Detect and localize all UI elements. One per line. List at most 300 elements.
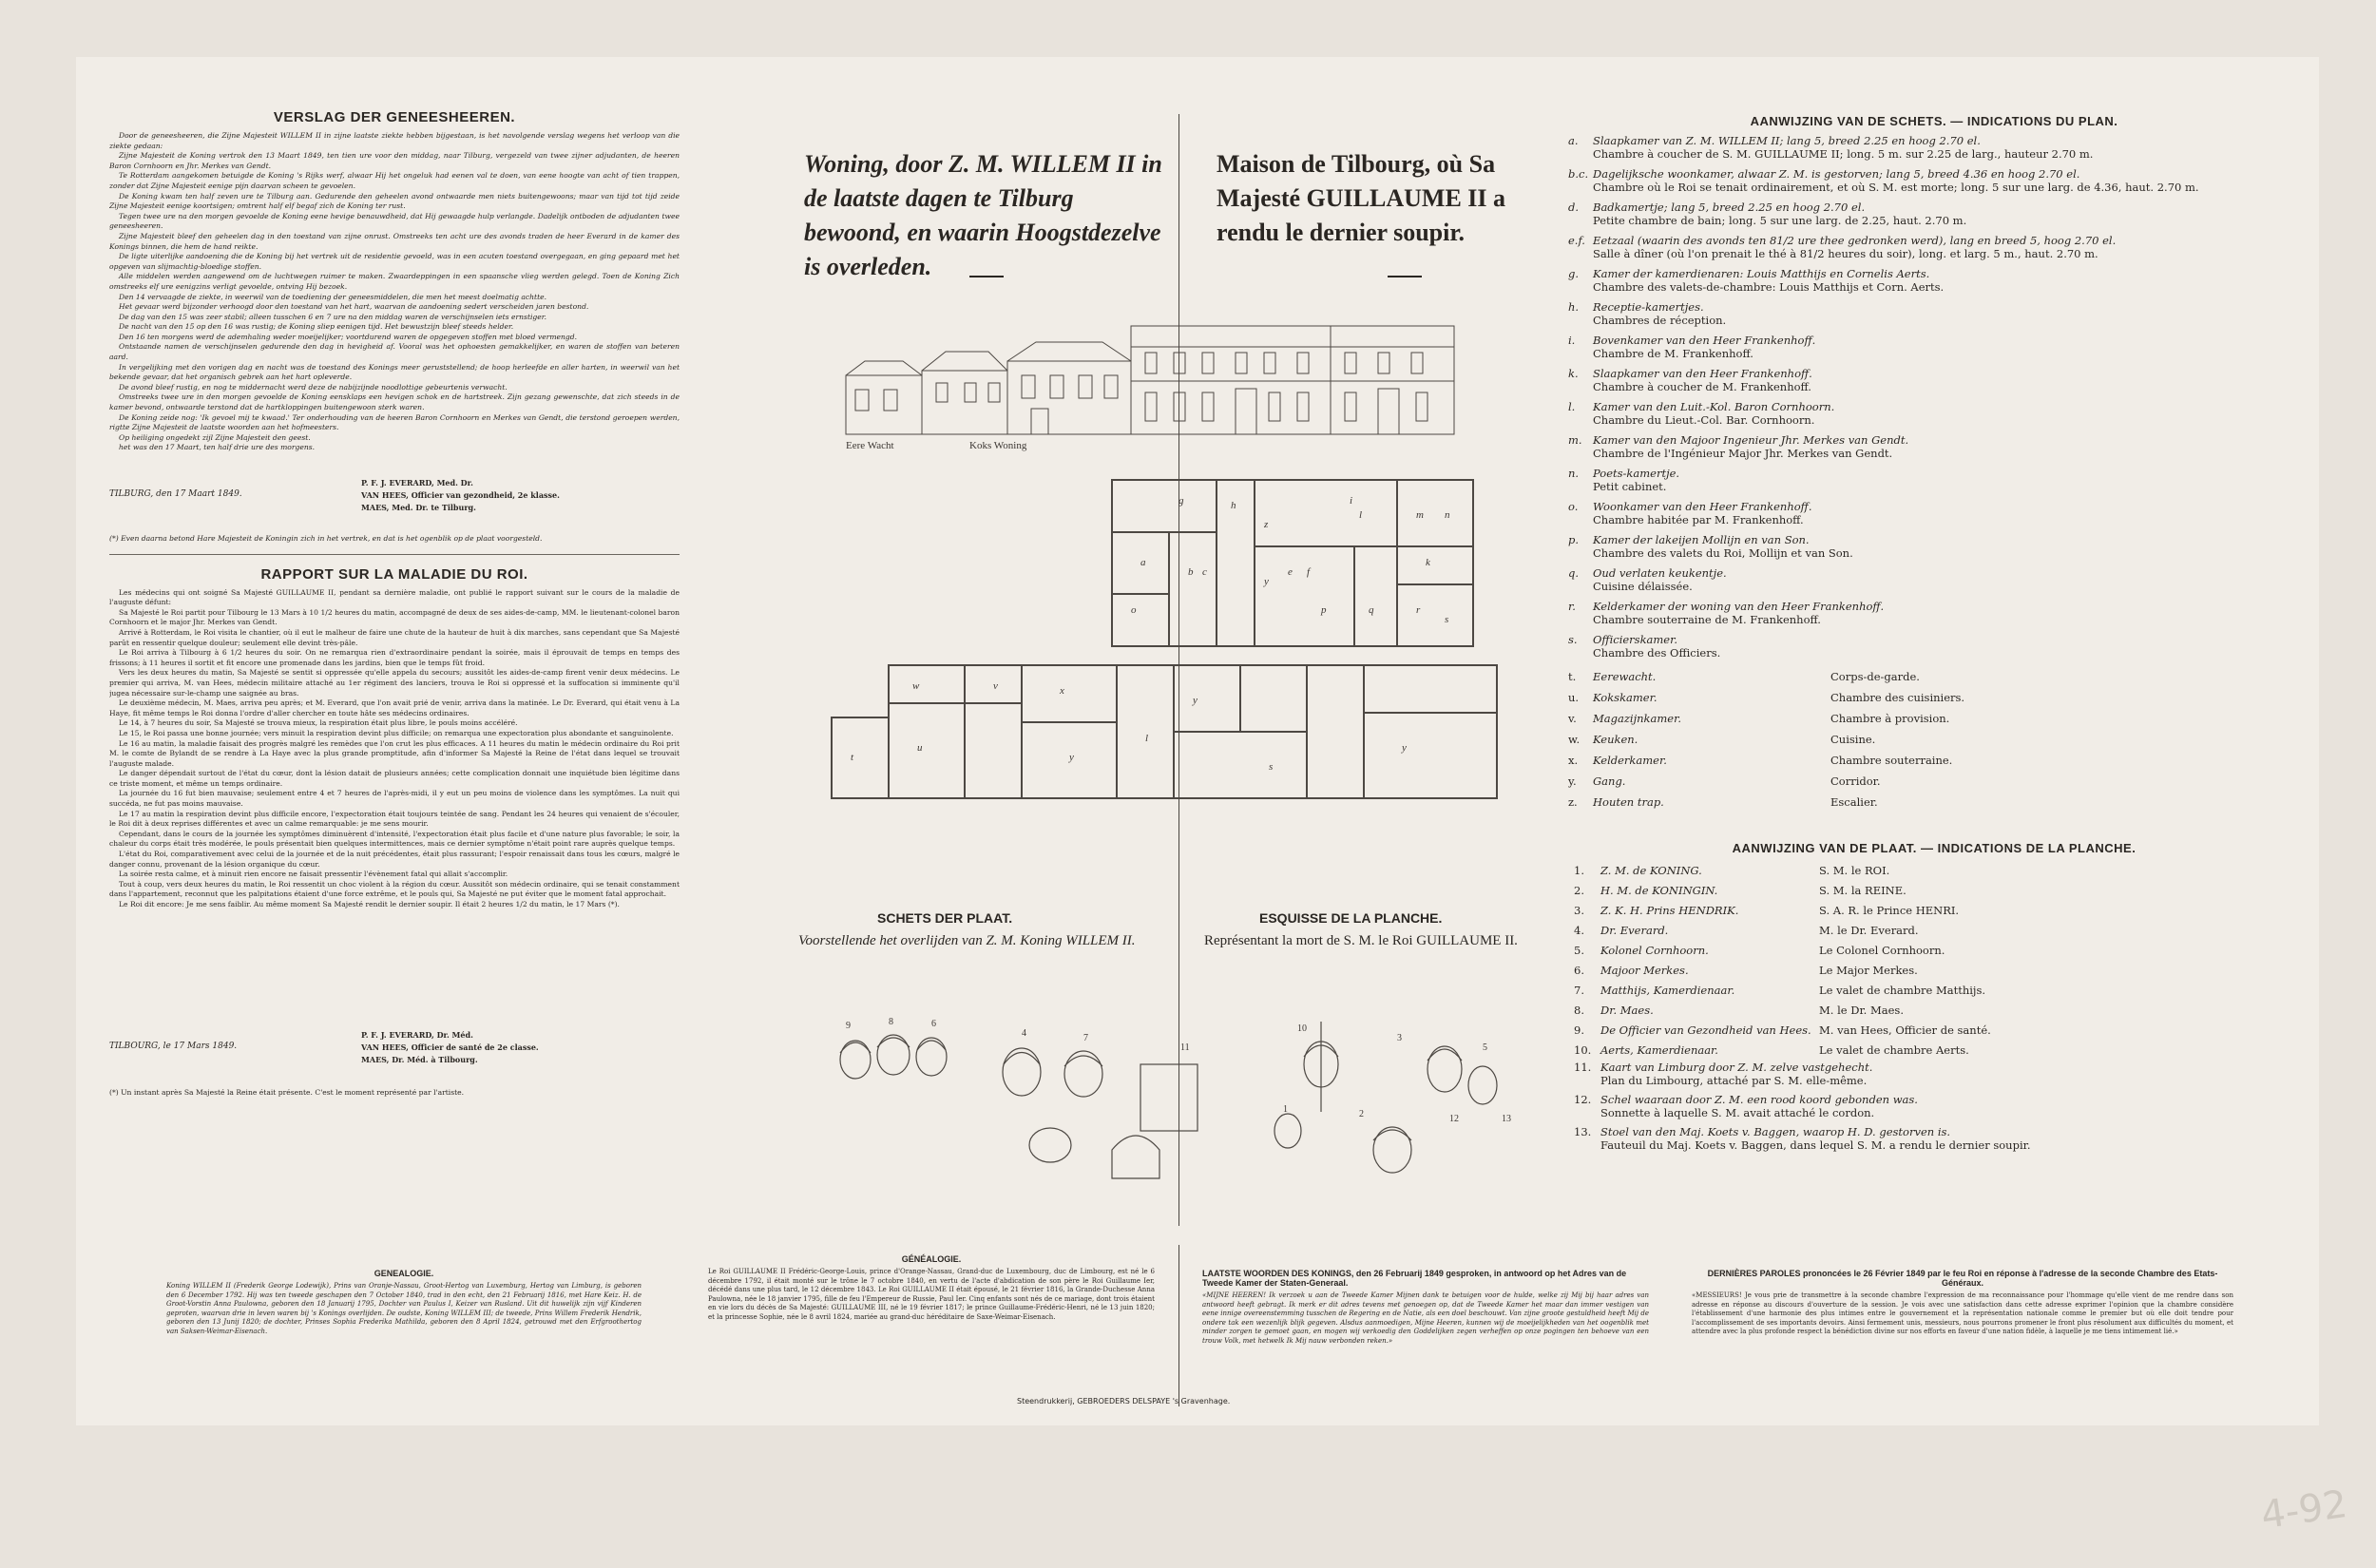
figure-number: 12: [1449, 1114, 1459, 1124]
report-paragraph: Tout à coup, vers deux heures du matin, le Roi ressentit un choc violent à la région du cœur. Aussitôt son médecin ordinaire, qui se tenait constamment dans l'appartement, reconnut que les palpitations étaient d'une force extrême, et le pouls qui, Sa Majesté ne put éviter que le moment fatal approchait.: [109, 879, 680, 899]
plate-nl: Matthijs, Kamerdienaar.: [1600, 984, 1735, 997]
report-paragraph: Zijne Majesteit bleef den geheelen dag in den toestand van zijne onrust. Omstreeks ten acht ure des avonds traden de heer Everard in de kamer des Konings binnen, die hem de hand reikte.: [109, 231, 680, 251]
report-paragraph: Ontstaande namen de verschijnselen gedurende den dag in hevigheid af. Vooral was het ophoesten gemakkelijker, en waren de stoffen van beteren aard.: [109, 342, 680, 362]
room-letter: w: [912, 680, 920, 692]
plate-fr: Fauteuil du Maj. Koets v. Baggen, dans lequel S. M. a rendu le dernier soupir.: [1600, 1138, 2031, 1152]
legend-nl: Receptie-kamertjes.: [1593, 300, 1704, 314]
room-letter: y: [1193, 695, 1198, 706]
figure-number: 8: [889, 1017, 893, 1027]
plate-fr-subtitle: Représentant la mort de S. M. le Roi GUILLAUME II.: [1204, 933, 1518, 948]
plate-legend-item: [1574, 861, 2300, 881]
room-letter: z: [1264, 519, 1269, 530]
plate-nl: Kaart van Limburg door Z. M. zelve vastgehecht.: [1600, 1061, 1873, 1074]
report-paragraph: Op heiliging ongedekt zijl Zijne Majesteit den geest.: [119, 432, 311, 442]
room-letter: f: [1307, 566, 1311, 578]
report-paragraph: het was den 17 Maart, ten half drie ure des morgens.: [119, 443, 316, 452]
legend-fr: Chambres de réception.: [1593, 314, 1727, 327]
report-paragraph: In vergelijking met den vorigen dag en nacht was de toestand des Konings meer geruststellend; de hoop herleefde en aller harten, in weerwil van het bekende gevaar, dat het organisch gebrek aan het hart opleverde.: [109, 362, 680, 382]
plate-key: 8.: [1574, 1004, 1584, 1017]
plate-legend-long-list: [1568, 1061, 2300, 1152]
report-nl-signature: [109, 477, 680, 534]
legend-nl: Officierskamer.: [1593, 633, 1678, 646]
legend-text: [1593, 467, 2300, 493]
report-paragraph: Le danger dépendait surtout de l'état du cœur, dont la lésion datait de plusieurs années; cette complication donnait une inquiétude bien légitime dans ce triste moment, et même un temps ordinaire.: [109, 769, 680, 788]
pair-key: x.: [1568, 754, 1579, 767]
pair-fr: Cuisine.: [1830, 733, 1876, 746]
legend-nl: Poets-kamertje.: [1593, 467, 1680, 480]
legend-text: [1593, 267, 2300, 294]
plate-legend-item: [1574, 901, 2300, 921]
footer-geneal-fr: [708, 1254, 1155, 1401]
geneal-nl-text: Koning WILLEM II (Frederik George Lodewijk), Prins van Oranje-Nassau, Groot-Hertog van Luxemburg, Hertog van Limburg, is geboren den 6 December 1792. Hij was ten tweede geschapen den 7 October 1840, trad in den echt, den 21 Februarij 1816, met Hare Keiz. H. de Groot-Vorstin Anna Paulowna, geboren den 18 Januarij 1795, Dochter van Paulus I, Keizer van Rusland. Uit dit huwelijk zijn vijf Kinderen geproten, waarvan drie in leven waren bij 's Konings overlijden. De oudste, Koning WILLEM III; de tweede, Prins Willem Frederik Hendrik, geboren den 13 Junij 1820; de dochter, Prinses Sophia Frederika Mathilda, geboren den 8 April 1824, getrouwd met den Erfgroothertog van Saksen-Weimar-Eisenach.: [166, 1282, 642, 1335]
report-paragraph: Tegen twee ure na den morgen gevoelde de Koning eene hevige benauwdheid, dat Hij gewaagde hulp verlangde. Dadelijk ontboden de adjudanten twee geneesheeren.: [109, 211, 680, 231]
room-letter: s: [1269, 761, 1274, 773]
legend-key: o.: [1568, 500, 1579, 513]
report-paragraph: Le 17 au matin la respiration devint plus difficile encore, l'expectoration était toujours teintée de sang. Pendant les 24 heures qui venaient de s'écouler, le Roi dit à deux reprises différentes et avec un calme remarquable: je me sens mourir.: [109, 809, 680, 829]
plate-key: 11.: [1574, 1061, 1592, 1074]
words-fr-text: «MESSIEURS! Je vous prie de transmettre à la seconde chambre l'expression de ma reconnaissance pour l'hommage qu'elle vient de me rendre dans son adresse en réponse au discours d'ouverture de la session. Je vois avec une satisfaction dans cette adresse exprimer l'opinion que la chambre considère l'établissement d'une harmonie des plus intimes entre le gouvernement et la représentation nationale comme le premier but où elle doit tendre pour l'accomplissement de ses importants devoirs. Ainsi fermement unis, messieurs, nous pourrons promener le front plus résolument aux difficultés du moment, et attendre avec la plus profonde respect la bénédiction divine sur nos efforts en faveur d'une nation fidèle, à laquelle je me tiens intimement lié.»: [1692, 1291, 2233, 1336]
legend-nl: Slaapkamer van Z. M. WILLEM II; lang 5, breed 2.25 en hoog 2.70 el.: [1593, 134, 1981, 147]
floor-plan-lower: [832, 665, 1497, 798]
legend-text: [1593, 134, 2300, 161]
legend-fr: Chambre du Lieut.-Col. Bar. Cornhoorn.: [1593, 413, 1815, 427]
figure-number: 10: [1297, 1023, 1307, 1034]
legend-key: d.: [1568, 201, 1580, 214]
footer-words-fr: [1692, 1269, 2233, 1405]
floor-plan-upper: [1112, 480, 1473, 646]
report-fr-heading: RAPPORT SUR LA MALADIE DU ROI.: [260, 565, 528, 583]
pair-fr: Corridor.: [1830, 774, 1881, 788]
plate-key: 12.: [1574, 1093, 1592, 1106]
report-paragraph: Sa Majesté le Roi partit pour Tilbourg le 13 Mars à 10 1/2 heures du matin, accompagné de deux de ses aides-de-camp, MM. le lieutenant-colonel baron Cornhoorn et le major Jhr. Merkes van Gendt.: [109, 607, 680, 627]
report-paragraph: Le Roi arriva à Tilbourg à 6 1/2 heures du soir. On ne remarqua rien d'extraordinaire pendant la soirée, mais il éprouvait de temps en temps des frissons; à 11 heures il sortit et fit encore une promenade dans les jardins, bien que le temps fût froid.: [109, 648, 680, 667]
report-nl-signers: [361, 477, 560, 514]
legend-nl: Oud verlaten keukentje.: [1593, 566, 1727, 580]
plate-key: 6.: [1574, 964, 1584, 977]
room-letter: y: [1069, 752, 1074, 763]
legend-fr: Chambre des valets du Roi, Mollijn et van Son.: [1593, 546, 1853, 560]
legend-key: m.: [1568, 433, 1582, 447]
legend-text: [1593, 300, 2300, 327]
report-paragraph: La soirée resta calme, et à minuit rien encore ne faisait pressentir l'évènement fatal qui allait s'accomplir.: [119, 870, 508, 879]
legend-item: [1568, 467, 2300, 493]
report-nl-footnote: (*) Even daarna betond Hare Majesteit de Koningin zich in het vertrek, en dat is het ogenblik op de plaat voorgesteld.: [109, 534, 543, 543]
plate-nl: Stoel van den Maj. Koets v. Baggen, waarop H. D. gestorven is.: [1600, 1125, 1951, 1138]
plate-legend-item: [1574, 1041, 2300, 1061]
report-paragraph: Vers les deux heures du matin, Sa Majesté se sentit si oppressée qu'elle appela du secours; aussitôt les aides-de-camp firent venir deux médecins. Le premier qui arriva, M. van Hees, médecin militaire attaché au 1er régiment des lanciers, trouva le Roi si oppressé et la suffocation si imminente qu'il jugea nécessaire sur-le-champ une saignée au bras.: [109, 668, 680, 698]
plate-key: 4.: [1574, 924, 1584, 937]
report-nl-place-date: TILBURG, den 17 Maart 1849.: [109, 489, 242, 499]
legend-nl: Kamer der lakeijen Mollijn en van Son.: [1593, 533, 1810, 546]
figure-number: 2: [1359, 1109, 1364, 1119]
room-letter: b: [1188, 566, 1194, 578]
legend-pair: [1568, 750, 2300, 771]
legend-key: e.f.: [1568, 234, 1585, 247]
right-column: [1568, 114, 2300, 1157]
report-paragraph: Les médecins qui ont soigné Sa Majesté GUILLAUME II, pendant sa dernière maladie, ont publié le rapport suivant sur le cours de la maladie de l'auguste défunt:: [109, 587, 680, 607]
report-paragraph: Omstreeks twee ure in den morgen gevoelde de Koning eensklaps een hevigen schok en de hartstreek. Zijn gezang gewenschte, dat zich steeds in de kamer bevond, ontwaarde terstond dat de hartkloppingen buitengewoon sterk waren.: [109, 392, 680, 412]
plate-fr: S. M. le ROI.: [1819, 864, 1890, 877]
legend-item: [1568, 334, 2300, 360]
plate-legend-item-long: [1574, 1093, 2300, 1119]
pair-key: w.: [1568, 733, 1581, 746]
plate-nl: Schel waaraan door Z. M. een rood koord gebonden was.: [1600, 1093, 1918, 1106]
pair-nl: Keuken.: [1593, 733, 1638, 746]
room-letter: s: [1445, 614, 1449, 625]
plate-nl: Dr. Everard.: [1600, 924, 1669, 937]
report-paragraph: De Koning kwam ten half zeven ure te Tilburg aan. Gedurende den geheelen avond ontwaarde men niets buitengewoons; maar van tijd tot tijd zeide Zijne Majesteit eenige koortsigen; omtrent half elf begaf zich de Koning ter rust.: [109, 191, 680, 211]
pair-key: t.: [1568, 670, 1577, 683]
words-nl-text: «MIJNE HEEREN! Ik verzoek u aan de Tweede Kamer Mijnen dank te betuigen voor de hulde, welke zij Mij bij haar adres van antwoord heeft gebragt. Ik merk er dit adres tevens met genoegen op, dat de Tweede Kamer het maar dan immer vestigen van eene innige overeenstemming tusschen de Regering en de Natie, als een doel beschouwt. Van zijne groote gestuldheid heeft Mij de ondere tak een wezenlijk blijk gegeven. Alsdus aanmoedigen, Mijne Heeren, kunnen wij de moeijelijkheden van het oogenblik met minder zorgen te gemoet gaan, en mogen wij verkoedig den Goddelijken zegen verheffen op onze pogingen ten behoeve van een trouw Volk, met hetwelk Ik Mij nauw verbonden reken.»: [1202, 1291, 1649, 1345]
report-paragraph: Zijne Majesteit de Koning vertrok den 13 Maart 1849, ten tien ure voor den middag, naar Tilburg, vergezeld van twee zijner adjudanten, de heeren Baron Cornhoorn en Jhr. Merkes van Gendt.: [109, 151, 680, 170]
legend-key: i.: [1568, 334, 1576, 347]
legend-nl: Dagelijksche woonkamer, alwaar Z. M. is gestorven; lang 5, breed 4.36 en hoog 2.70 el.: [1593, 167, 2080, 181]
words-nl-heading: LAATSTE WOORDEN DES KONINGS, den 26 Februarij 1849 gesproken, in antwoord op het Adres van de Tweede Kamer der Staten-Generaal.: [1202, 1269, 1627, 1288]
plate-legend-heading: AANWIJZING VAN DE PLAAT. — INDICATIONS DE LA PLANCHE.: [1732, 841, 2136, 855]
plate-legend-item: [1574, 941, 2300, 961]
legend-key: l.: [1568, 400, 1576, 413]
plan-legend-list: [1568, 134, 2300, 660]
report-fr-signers: [361, 1029, 539, 1066]
facade-label-guard: Eere Wacht: [846, 440, 894, 451]
plate-nl-subtitle: Voorstellende het overlijden van Z. M. Koning WILLEM II.: [798, 933, 1136, 948]
room-letter: h: [1231, 500, 1236, 511]
legend-item: [1568, 167, 2300, 194]
report-fr-body: [109, 588, 680, 1023]
legend-nl: Eetzaal (waarin des avonds ten 81/2 ure thee gedronken werd), lang en breed 5, hoog 2.70 el.: [1593, 234, 2117, 247]
legend-pair: [1568, 687, 2300, 708]
pair-key: y.: [1568, 774, 1577, 788]
footer-geneal-nl: [166, 1269, 642, 1391]
plate-fr: Sonnette à laquelle S. M. avait attaché le cordon.: [1600, 1106, 1875, 1119]
legend-nl: Woonkamer van den Heer Frankenhoff.: [1593, 500, 1812, 513]
plate-legend-item-long: [1574, 1061, 2300, 1087]
plate-key: 7.: [1574, 984, 1584, 997]
room-letter: n: [1445, 509, 1450, 521]
geneal-nl-heading: GENEALOGIE.: [374, 1269, 434, 1278]
room-letter: g: [1178, 495, 1184, 507]
legend-nl: Kamer van den Luit.-Kol. Baron Cornhoorn.: [1593, 400, 1835, 413]
report-paragraph: Le 15, le Roi passa une bonne journée; vers minuit la respiration devint plus difficile; on remarqua une expectoration plus abondante et sanguinolente.: [119, 728, 674, 737]
plate-legend-item: [1574, 981, 2300, 1001]
room-letter: y: [1402, 742, 1407, 754]
legend-item: [1568, 234, 2300, 260]
legend-fr: Cuisine délaissée.: [1593, 580, 1693, 593]
signature-line: VAN HEES, Officier van gezondheid, 2e klasse.: [361, 490, 560, 500]
geneal-fr-text: Le Roi GUILLAUME II Frédéric-George-Louis, prince d'Orange-Nassau, Grand-duc de Luxembourg, duc de Limbourg, est né le 6 décembre 1792, il était monté sur le trône le 7 octobre 1840, en vertu de l'acte d'abdication de son père le Roi Guillaume Ier, décédé dans une plus tard, le 12 décembre 1843. Le Roi GUILLAUME II était épousé, le 21 février 1816, la Grande-Duchesse Anna Paulowna, née le 18 janvier 1795, fille de feu l'Empereur de Russie, Paul Ier. Cinq enfants sont nés de ce mariage, dont trois étaient en vie lors du décès de Sa Majesté: GUILLAUME III, né le 19 février 1817; le prince Guillaume-Frédéric-Henri, né le 13 juin 1820; et la princesse Sophie, née le 8 avril 1824, mariée au grand-duc héréditaire de Saxe-Weimar-Eisenach.: [708, 1268, 1155, 1321]
legend-fr: Chambre des Officiers.: [1593, 646, 1721, 660]
footer-words-nl: [1202, 1269, 1649, 1396]
figure-number: 3: [1397, 1033, 1402, 1043]
plate-fr: M. le Dr. Everard.: [1819, 924, 1919, 937]
plate-text: [1600, 1125, 2300, 1152]
legend-key: s.: [1568, 633, 1578, 646]
room-letter: m: [1416, 509, 1424, 521]
center-column: [722, 95, 1635, 1216]
room-letter: k: [1426, 557, 1430, 568]
legend-key: g.: [1568, 267, 1580, 280]
figure-number: 1: [1283, 1104, 1288, 1115]
room-letter: t: [851, 752, 854, 763]
plate-nl: H. M. de KONINGIN.: [1600, 884, 1718, 897]
legend-fr: Chambre à coucher de S. M. GUILLAUME II; long. 5 m. sur 2.25 de larg., hauteur 2.70 m.: [1593, 147, 2094, 161]
plate-nl: De Officier van Gezondheid van Hees.: [1600, 1023, 1811, 1037]
room-letter: p: [1321, 604, 1327, 616]
plate-fr: S. M. la REINE.: [1819, 884, 1907, 897]
legend-text: [1593, 533, 2300, 560]
title-rule-right: [1388, 276, 1422, 277]
report-nl-body: [109, 131, 680, 473]
printer-credit: Steendrukkerij, GEBROEDERS DELSPAYE 's Gravenhage.: [1017, 1397, 1231, 1405]
report-paragraph: Arrivé à Rotterdam, le Roi visita le chantier, où il eut le malheur de faire une chute de la hauteur de huit à dix marches, sans cependant que Sa Majesté parût en ressentir quelque douleur; seulement elle devint très-pâle.: [109, 627, 680, 647]
legend-heading: AANWIJZING VAN DE SCHETS. — INDICATIONS DU PLAN.: [1750, 114, 2118, 128]
legend-item: [1568, 267, 2300, 294]
report-paragraph: Den 14 vervaagde de ziekte, in weerwil van de toediening der geneesmiddelen, die men het meest doelmatig achtte.: [119, 292, 547, 301]
legend-pair: [1568, 792, 2300, 813]
legend-item: [1568, 533, 2300, 560]
legend-item: [1568, 566, 2300, 593]
report-fr-footnote: (*) Un instant après Sa Majesté la Reine était présente. C'est le moment représenté par l'artiste.: [109, 1087, 465, 1097]
plate-nl: Aerts, Kamerdienaar.: [1600, 1043, 1718, 1057]
legend-text: [1593, 201, 2300, 227]
report-paragraph: Le Roi dit encore: Je me sens faiblir. Au même moment Sa Majesté rendit le dernier soupir. Il était 2 heures 1/2 du matin, le 17 Mars (*).: [119, 900, 620, 908]
legend-text: [1593, 367, 2300, 393]
plate-key: 2.: [1574, 884, 1584, 897]
figure-number: 6: [931, 1019, 936, 1029]
legend-key: b.c.: [1568, 167, 1589, 181]
report-paragraph: Door de geneesheeren, die Zijne Majesteit WILLEM II in zijne laatste ziekte hebben bijgestaan, is het navolgende verslag wegens het verloop van die ziekte gedaan:: [109, 131, 680, 150]
legend-text: [1593, 633, 2300, 660]
legend-fr: Chambre où le Roi se tenait ordinairement, et où S. M. est morte; long. 5 sur une larg. de 4.36, haut. 2.70 m.: [1593, 181, 2199, 194]
legend-nl: Badkamertje; lang 5, breed 2.25 en hoog 2.70 el.: [1593, 201, 1866, 214]
legend-pair: [1568, 729, 2300, 750]
plate-fr: S. A. R. le Prince HENRI.: [1819, 904, 1960, 917]
legend-key: h.: [1568, 300, 1580, 314]
legend-text: [1593, 234, 2300, 260]
report-paragraph: Het gevaar werd bijzonder verhoogd door den toestand van het hart, waarvan de aandoening sedert verscheiden jaren bestond.: [119, 302, 589, 312]
legend-item: [1568, 300, 2300, 327]
legend-fr: Chambre de l'Ingénieur Major Jhr. Merkes van Gendt.: [1593, 447, 1893, 460]
plate-legend-list: [1568, 861, 2300, 1061]
figure-number: 7: [1083, 1033, 1088, 1043]
legend-nl: Bovenkamer van den Heer Frankenhoff.: [1593, 334, 1816, 347]
legend-key: q.: [1568, 566, 1580, 580]
signature-line: P. F. J. EVERARD, Med. Dr.: [361, 478, 473, 488]
plate-fr: Plan du Limbourg, attaché par S. M. elle-même.: [1600, 1074, 1868, 1087]
signature-line: MAES, Med. Dr. te Tilburg.: [361, 503, 476, 512]
plate-fr-heading: ESQUISSE DE LA PLANCHE.: [1259, 910, 1443, 926]
words-fr-heading: DERNIÈRES PAROLES prononcées le 26 Février 1849 par le feu Roi en réponse à l'adresse de la seconde Chambre des Etats-Généraux.: [1707, 1269, 2218, 1288]
room-letter: c: [1202, 566, 1207, 578]
plate-nl: Z. K. H. Prins HENDRIK.: [1600, 904, 1739, 917]
legend-text: [1593, 600, 2300, 626]
plate-nl-heading: SCHETS DER PLAAT.: [877, 910, 1013, 926]
legend-pair: [1568, 666, 2300, 687]
title-nl: Woning, door Z. M. WILLEM II in de laatste dagen te Tilburg bewoond, en waarin Hoogstdezelve is overleden.: [804, 150, 1162, 280]
plate-key: 5.: [1574, 944, 1584, 957]
legend-fr: Petit cabinet.: [1593, 480, 1667, 493]
report-paragraph: La journée du 16 fut bien mauvaise; seulement entre 4 et 7 heures de l'après-midi, il y eut un peu moins de violence dans les symptômes. La nuit qui succéda, ne fut pas moins mauvaise.: [109, 789, 680, 809]
legend-fr: Salle à dîner (où l'on prenait le thé à 81/2 heures du soir), long. et larg. 5 m., haut. 2.70 m.: [1593, 247, 2098, 260]
figure-number: 4: [1022, 1028, 1026, 1039]
report-paragraph: Den 16 ten morgens werd de ademhaling weder moeijelijker; voortdurend waren de opgegeven stoffen met bloed vermengd.: [119, 332, 578, 341]
pair-nl: Gang.: [1593, 774, 1626, 788]
collection-mark: 4-92: [2258, 1482, 2350, 1539]
legend-nl: Kamer van den Majoor Ingenieur Jhr. Merkes van Gendt.: [1593, 433, 1909, 447]
legend-item: [1568, 400, 2300, 427]
plate-legend-item: [1574, 921, 2300, 941]
signature-line: MAES, Dr. Méd. à Tilbourg.: [361, 1054, 478, 1064]
plate-key: 13.: [1574, 1125, 1592, 1138]
room-letter: l: [1145, 733, 1149, 744]
legend-text: [1593, 400, 2300, 427]
plate-legend-item-long: [1574, 1125, 2300, 1152]
legend-text: [1593, 500, 2300, 526]
pair-nl: Kelderkamer.: [1593, 754, 1667, 767]
pair-fr: Chambre des cuisiniers.: [1830, 691, 1965, 704]
legend-key: r.: [1568, 600, 1576, 613]
legend-fr: Chambre habitée par M. Frankenhoff.: [1593, 513, 1804, 526]
legend-text: [1593, 334, 2300, 360]
legend-item: [1568, 500, 2300, 526]
legend-fr: Chambre à coucher de M. Frankenhoff.: [1593, 380, 1811, 393]
legend-fr: Petite chambre de bain; long. 5 sur une larg. de 2.25, haut. 2.70 m.: [1593, 214, 1967, 227]
pair-nl: Houten trap.: [1593, 795, 1664, 809]
plate-key: 1.: [1574, 864, 1584, 877]
plate-fr: Le valet de chambre Matthijs.: [1819, 984, 1986, 997]
pair-fr: Escalier.: [1830, 795, 1878, 809]
legend-text: [1593, 433, 2300, 460]
plate-fr: M. le Dr. Maes.: [1819, 1004, 1904, 1017]
legend-nl: Kelderkamer der woning van den Heer Frankenhoff.: [1593, 600, 1885, 613]
plate-legend-item: [1574, 961, 2300, 981]
report-paragraph: Le 14, à 7 heures du soir, Sa Majesté se trouva mieux, la respiration était plus libre, le pouls moins accéléré.: [119, 718, 518, 728]
legend-item: [1568, 433, 2300, 460]
plate-nl: Majoor Merkes.: [1600, 964, 1689, 977]
figure-number: 13: [1502, 1114, 1511, 1124]
report-paragraph: De avond bleef rustig, en nog te middernacht werd deze de nabijzijnde noodlottige gebeurtenis verwacht.: [119, 382, 508, 392]
geneal-fr-heading: GÉNÉALOGIE.: [901, 1254, 962, 1264]
pair-key: z.: [1568, 795, 1578, 809]
room-letter: a: [1140, 557, 1146, 568]
plate-fr: Le Major Merkes.: [1819, 964, 1918, 977]
legend-fr: Chambre de M. Frankenhoff.: [1593, 347, 1753, 360]
title-rule-left: [969, 276, 1004, 277]
plate-legend-item: [1574, 881, 2300, 901]
legend-key: n.: [1568, 467, 1580, 480]
plate-key: 10.: [1574, 1043, 1592, 1057]
legend-text: [1593, 167, 2300, 194]
report-nl-heading: VERSLAG DER GENEESHEEREN.: [273, 109, 516, 125]
legend-key: p.: [1568, 533, 1580, 546]
pair-nl: Kokskamer.: [1593, 691, 1657, 704]
report-paragraph: De Koning zeide nog: 'Ik gevoel mij te kwaad.' Ter onderhouding van de heeren Baron Cornhoorn en Merkes van Gendt, die terstond geroepen werden, rigtte Zijne Majesteit de laatste woorden aan het hofmeesters.: [109, 412, 680, 432]
report-paragraph: Te Rotterdam aangekomen betuigde de Koning 's Rijks werf, alwaar Hij het ongeluk had eenen val te doen, van eene hoogte van acht of tien trappen, zonder dat Zijne Majesteit eenige pijn daarvan scheen te gevoelen.: [109, 171, 680, 190]
footer-divider: [1178, 1245, 1179, 1406]
plate-legend-item: [1574, 1001, 2300, 1021]
signature-line: P. F. J. EVERARD, Dr. Méd.: [361, 1029, 473, 1040]
plan-legend-pairs: [1568, 666, 2300, 813]
signature-line: VAN HEES, Officier de santé de 2e classe.: [361, 1042, 539, 1052]
print-sheet: [76, 57, 2319, 1425]
pair-fr: Chambre à provision.: [1830, 712, 1950, 725]
figure-number: 11: [1180, 1042, 1190, 1053]
room-letter: i: [1350, 495, 1353, 507]
legend-nl: Kamer der kamerdienaren: Louis Matthijs en Cornelis Aerts.: [1593, 267, 1930, 280]
plate-text: [1600, 1061, 2300, 1087]
house-facade-drawing: [846, 318, 1568, 451]
room-letter: l: [1359, 509, 1363, 521]
report-paragraph: L'état du Roi, comparativement avec celui de la journée et de la nuit précédentes, était plus rassurant; l'espoir renaissait dans tous les cœurs, malgré le danger connu, provenant de la lésion organique du cœur.: [109, 850, 680, 869]
legend-item: [1568, 600, 2300, 626]
plate-fr: Le valet de chambre Aerts.: [1819, 1043, 1969, 1057]
report-paragraph: Cependant, dans le cours de la journée les symptômes diminuèrent d'intensité, l'expectoration était plus facile et d'une nature plus favorable; le soir, la chaleur du corps était très modérée, le pouls présentait bien quelques intermittences, mais ce dernier symptôme n'était point rare auprès quelque temps.: [109, 829, 680, 849]
legend-item: [1568, 633, 2300, 660]
legend-text: [1593, 566, 2300, 593]
plate-key: 9.: [1574, 1023, 1584, 1037]
report-paragraph: Alle middelen werden aangewend om de luchtwegen ruimer te maken. Zwaardeppingen in een spaansche vlieg werden gelegd. Toen de Koning Zich omstreeks elf ure eenigzins verligt gevoelde, ontving Hij bezoek.: [109, 272, 680, 291]
legend-key: k.: [1568, 367, 1579, 380]
report-paragraph: De nacht van den 15 op den 16 was rustig; de Koning sliep eenigen tijd. Het bewustzijn bleef steeds helder.: [119, 322, 514, 332]
title-fr: Maison de Tilbourg, où Sa Majesté GUILLAUME II a rendu le dernier soupir.: [1217, 150, 1506, 246]
pair-key: u.: [1568, 691, 1580, 704]
report-paragraph: Le deuxième médecin, M. Maes, arriva peu après; et M. Everard, que l'on avait prié de venir, arriva dans la matinée. Le Dr. Everard, qui était venu à La Haye, fit même temps le Roi donna l'ordre d'aller chercher en toute hâte ses médecins ordinaires.: [109, 698, 680, 717]
figure-number: 5: [1483, 1042, 1487, 1053]
room-letter: y: [1264, 576, 1269, 587]
legend-item: [1568, 134, 2300, 161]
pair-fr: Chambre souterraine.: [1830, 754, 1953, 767]
figure-number: 9: [846, 1021, 851, 1031]
legend-key: a.: [1568, 134, 1579, 147]
report-paragraph: Le 16 au matin, la maladie faisait des progrès malgré les remèdes que l'on crut les plus efficaces. A 11 heures du matin le médecin ordinaire du Roi prit M. le comte de Bylandt de se rendre à La Haye avec la plus grande promptitude, afin d'informer Sa Majesté la Reine de l'état dans lequel se trouvait l'auguste malade.: [109, 738, 680, 768]
legend-pair: [1568, 708, 2300, 729]
legend-pair: [1568, 771, 2300, 792]
report-fr-signature: [109, 1029, 680, 1088]
legend-fr: Chambre souterraine de M. Frankenhoff.: [1593, 613, 1821, 626]
divider: [109, 554, 680, 555]
plate-fr: Le Colonel Cornhoorn.: [1819, 944, 1945, 957]
plate-legend-item: [1574, 1021, 2300, 1041]
plate-nl: Dr. Maes.: [1600, 1004, 1654, 1017]
pair-nl: Eerewacht.: [1593, 670, 1657, 683]
legend-item: [1568, 367, 2300, 393]
report-paragraph: De ligte uiterlijke aandoening die de Koning bij het vertrek uit de residentie gevoeld, was in een acuten toestand overgegaan, en ging gepaard met het opgeven van slijmachtig-bloedige stoffen.: [109, 252, 680, 271]
report-paragraph: De dag van den 15 was zeer stabil; alleen tusschen 6 en 7 ure na den middag waren de verschijnselen iets ernstiger.: [119, 312, 546, 321]
pair-fr: Corps-de-garde.: [1830, 670, 1920, 683]
room-letter: x: [1060, 685, 1064, 697]
room-letter: e: [1288, 566, 1293, 578]
left-column: [109, 109, 680, 1098]
report-fr-place-date: TILBOURG, le 17 Mars 1849.: [109, 1041, 238, 1051]
plate-key: 3.: [1574, 904, 1584, 917]
room-letter: q: [1369, 604, 1374, 616]
plate-nl: Z. M. de KONING.: [1600, 864, 1702, 877]
legend-nl: Slaapkamer van den Heer Frankenhoff.: [1593, 367, 1812, 380]
legend-fr: Chambre des valets-de-chambre: Louis Matthijs et Corn. Aerts.: [1593, 280, 1945, 294]
facade-label-kitchen: Koks Woning: [969, 440, 1027, 451]
pair-key: v.: [1568, 712, 1577, 725]
pair-nl: Magazijnkamer.: [1593, 712, 1681, 725]
room-letter: r: [1416, 604, 1421, 616]
room-letter: v: [993, 680, 998, 692]
room-letter: o: [1131, 604, 1137, 616]
plate-fr: M. van Hees, Officier de santé.: [1819, 1023, 1991, 1037]
legend-item: [1568, 201, 2300, 227]
room-letter: u: [917, 742, 923, 754]
plate-nl: Kolonel Cornhoorn.: [1600, 944, 1709, 957]
plate-text: [1600, 1093, 2300, 1119]
plate-outline-sketch: [827, 1007, 1549, 1207]
